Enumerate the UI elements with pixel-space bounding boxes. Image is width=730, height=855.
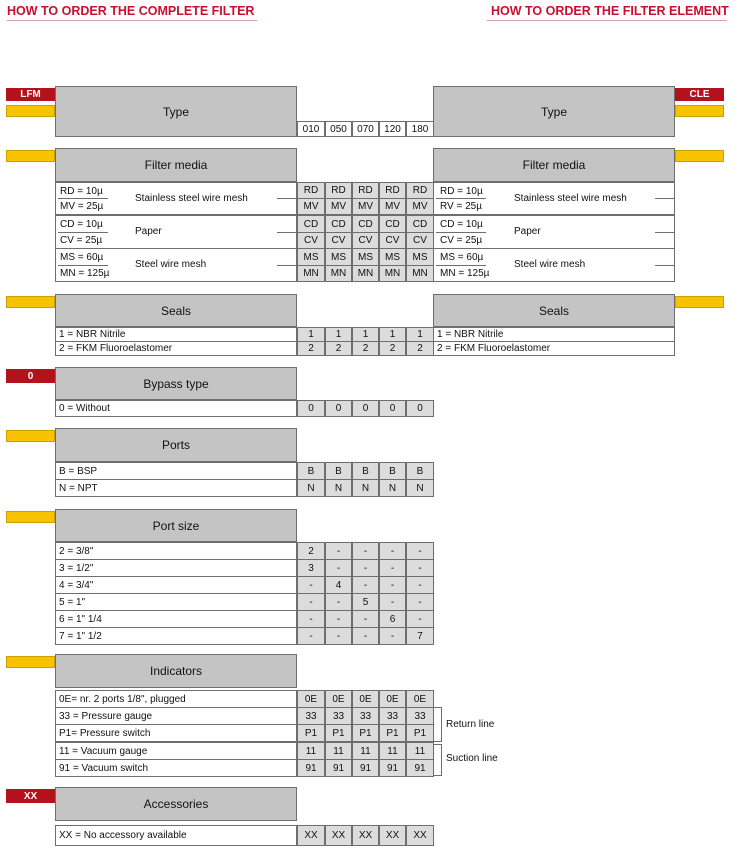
media-description-right: Paper [514, 226, 541, 237]
option-cell: MV [406, 198, 434, 215]
media-code-left: CD = 10µ [60, 219, 103, 230]
return-line-label: Return line [446, 718, 495, 730]
option-cell: 4 [325, 576, 352, 594]
option-cell: - [406, 610, 434, 628]
option-cell: B [406, 462, 434, 480]
type-header-left: Type [55, 86, 297, 137]
filter-media-header-left: Filter media [55, 148, 297, 182]
option-cell: N [406, 479, 434, 497]
media-code-right: RV = 25µ [440, 200, 482, 212]
port-size-option: 7 = 1" 1/2 [55, 627, 297, 645]
option-cell: - [379, 627, 406, 645]
option-cell: 33 [325, 707, 352, 725]
option-cell: 2 [352, 341, 379, 356]
indicator-option: 33 = Pressure gauge [55, 707, 297, 725]
option-cell: RD [379, 182, 406, 199]
type-header-right: Type [433, 86, 675, 137]
option-cell: 7 [406, 627, 434, 645]
seals-header-right: Seals [433, 294, 675, 327]
seal-option-right: 1 = NBR Nitrile [433, 327, 675, 342]
option-cell: 0 [379, 400, 406, 417]
option-cell: 11 [406, 742, 434, 760]
media-code-left: CV = 25µ [60, 234, 103, 246]
seal-option-right: 2 = FKM Fluoroelastomer [433, 341, 675, 356]
title-underline-left [7, 20, 257, 21]
option-cell: CV [297, 232, 325, 249]
media-description-left: Steel wire mesh [135, 259, 207, 270]
option-cell: XX [406, 825, 434, 846]
option-cell: 0E [352, 690, 379, 708]
bypass-option: 0 = Without [55, 400, 297, 417]
ports-header: Ports [55, 428, 297, 462]
option-cell: 91 [352, 759, 379, 777]
option-cell: MN [297, 265, 325, 282]
option-cell: 5 [352, 593, 379, 611]
media-code-right: RD = 10µ [440, 185, 483, 197]
seal-option-left: 2 = FKM Fluoroelastomer [55, 341, 297, 356]
option-cell: 2 [325, 341, 352, 356]
option-cell: XX [325, 825, 352, 846]
option-cell: MS [325, 248, 352, 266]
option-cell: - [325, 559, 352, 577]
option-cell: XX [352, 825, 379, 846]
option-cell: P1 [406, 724, 434, 742]
port-size-option: 6 = 1" 1/4 [55, 610, 297, 628]
divider [58, 265, 108, 266]
option-cell: MN [406, 265, 434, 282]
option-cell: 0E [379, 690, 406, 708]
option-cell: - [352, 576, 379, 594]
option-cell: 11 [352, 742, 379, 760]
option-cell: CD [406, 215, 434, 233]
port-size-option: 3 = 1/2" [55, 559, 297, 577]
option-cell: - [352, 627, 379, 645]
return-line-bracket [434, 741, 442, 742]
option-cell: 91 [325, 759, 352, 777]
option-cell: 0 [352, 400, 379, 417]
filter-media-marker-right [675, 150, 724, 162]
option-cell: 3 [297, 559, 325, 577]
suction-line-bracket [434, 775, 442, 776]
bypass-code-tag: 0 [6, 369, 55, 383]
option-cell: - [406, 559, 434, 577]
option-cell: B [325, 462, 352, 480]
option-cell: RD [325, 182, 352, 199]
option-cell: N [325, 479, 352, 497]
option-cell: MS [352, 248, 379, 266]
option-cell: - [325, 593, 352, 611]
media-description-left: Stainless steel wire mesh [135, 192, 248, 204]
divider [58, 198, 108, 199]
port-size-option: 4 = 3/4" [55, 576, 297, 594]
media-code-left: MV = 25µ [60, 200, 104, 212]
page-title-left: HOW TO ORDER THE COMPLETE FILTER [7, 4, 255, 18]
option-cell: - [406, 593, 434, 611]
seals-marker-right [675, 296, 724, 308]
ports-marker [6, 430, 55, 442]
option-cell: MS [379, 248, 406, 266]
option-cell: 6 [379, 610, 406, 628]
option-cell: 0E [406, 690, 434, 708]
option-cell: MS [297, 248, 325, 266]
option-cell: CD [379, 215, 406, 233]
option-cell: RD [352, 182, 379, 199]
option-cell: 0E [325, 690, 352, 708]
option-cell: MV [379, 198, 406, 215]
seals-header-left: Seals [55, 294, 297, 327]
option-cell: 1 [297, 327, 325, 342]
return-line-bracket [441, 707, 442, 741]
port-size-option: 5 = 1" [55, 593, 297, 611]
option-cell: CV [352, 232, 379, 249]
filter-media-marker-left [6, 150, 55, 162]
option-cell: MV [352, 198, 379, 215]
option-cell: 33 [379, 707, 406, 725]
filter-media-header-right: Filter media [433, 148, 675, 182]
port-size-header: Port size [55, 509, 297, 542]
option-cell: 11 [379, 742, 406, 760]
indicators-header: Indicators [55, 654, 297, 688]
option-cell: MN [379, 265, 406, 282]
type-marker-right [675, 105, 724, 117]
option-cell: B [379, 462, 406, 480]
option-cell: - [352, 610, 379, 628]
port-option: B = BSP [55, 462, 297, 480]
option-cell: N [297, 479, 325, 497]
option-cell: - [379, 559, 406, 577]
divider [58, 232, 108, 233]
indicator-option: P1= Pressure switch [55, 724, 297, 742]
option-cell: 2 [297, 341, 325, 356]
option-cell: 1 [406, 327, 434, 342]
option-cell: 1 [379, 327, 406, 342]
bypass-header: Bypass type [55, 367, 297, 400]
option-cell: - [297, 593, 325, 611]
indicator-option: 11 = Vacuum gauge [55, 742, 297, 760]
option-cell: - [297, 610, 325, 628]
option-cell: 2 [406, 341, 434, 356]
option-cell: 2 [379, 341, 406, 356]
option-cell: - [379, 593, 406, 611]
option-cell: - [297, 627, 325, 645]
seals-marker-left [6, 296, 55, 308]
option-cell: N [352, 479, 379, 497]
option-cell: - [352, 559, 379, 577]
size-cell: 180 [406, 121, 434, 137]
indicator-option: 91 = Vacuum switch [55, 759, 297, 777]
port-size-marker [6, 511, 55, 523]
option-cell: 1 [352, 327, 379, 342]
option-cell: - [297, 576, 325, 594]
size-cell: 070 [352, 121, 379, 137]
port-option: N = NPT [55, 479, 297, 497]
option-cell: - [325, 610, 352, 628]
option-cell: XX [297, 825, 325, 846]
port-size-option: 2 = 3/8" [55, 542, 297, 560]
option-cell: - [406, 542, 434, 560]
option-cell: - [325, 542, 352, 560]
option-cell: CV [325, 232, 352, 249]
option-cell: 2 [297, 542, 325, 560]
option-cell: B [352, 462, 379, 480]
media-code-left: MN = 125µ [60, 267, 110, 279]
option-cell: - [379, 542, 406, 560]
media-code-left: RD = 10µ [60, 185, 103, 197]
option-cell: 33 [352, 707, 379, 725]
divider [436, 232, 486, 233]
option-cell: P1 [352, 724, 379, 742]
option-cell: MV [325, 198, 352, 215]
option-cell: CD [297, 215, 325, 233]
page-title-right: HOW TO ORDER THE FILTER ELEMENT [491, 4, 729, 18]
option-cell: 91 [406, 759, 434, 777]
option-cell: P1 [379, 724, 406, 742]
option-cell: 0 [325, 400, 352, 417]
option-cell: MV [297, 198, 325, 215]
accessories-header: Accessories [55, 787, 297, 821]
option-cell: - [406, 576, 434, 594]
divider [436, 198, 486, 199]
size-cell: 120 [379, 121, 406, 137]
element-code-tag: CLE [675, 88, 724, 101]
option-cell: 11 [325, 742, 352, 760]
option-cell: 0 [406, 400, 434, 417]
filter-code-tag: LFM [6, 88, 55, 101]
option-cell: 0 [297, 400, 325, 417]
option-cell: 1 [325, 327, 352, 342]
option-cell: 11 [297, 742, 325, 760]
size-cell: 010 [297, 121, 325, 137]
title-underline-right [487, 20, 727, 21]
size-cell: 050 [325, 121, 352, 137]
option-cell: CD [325, 215, 352, 233]
option-cell: CV [406, 232, 434, 249]
option-cell: - [352, 542, 379, 560]
option-cell: 0E [297, 690, 325, 708]
option-cell: 33 [406, 707, 434, 725]
option-cell: P1 [325, 724, 352, 742]
media-description-right: Stainless steel wire mesh [514, 192, 627, 204]
media-description-right: Steel wire mesh [514, 259, 586, 270]
media-code-right: CD = 10µ [440, 219, 483, 230]
option-cell: XX [379, 825, 406, 846]
option-cell: RD [406, 182, 434, 199]
option-cell: - [325, 627, 352, 645]
option-cell: B [297, 462, 325, 480]
media-description-left: Paper [135, 226, 162, 237]
option-cell: 91 [297, 759, 325, 777]
option-cell: 91 [379, 759, 406, 777]
media-code-right: MS = 60µ [440, 252, 484, 263]
accessory-option: XX = No accessory available [55, 825, 297, 846]
media-code-right: MN = 125µ [440, 267, 490, 279]
media-code-right: CV = 25µ [440, 234, 483, 246]
option-cell: MN [325, 265, 352, 282]
option-cell: P1 [297, 724, 325, 742]
media-code-left: MS = 60µ [60, 252, 104, 263]
option-cell: MN [352, 265, 379, 282]
option-cell: N [379, 479, 406, 497]
option-cell: CD [352, 215, 379, 233]
divider [436, 265, 486, 266]
option-cell: 33 [297, 707, 325, 725]
seal-option-left: 1 = NBR Nitrile [55, 327, 297, 342]
option-cell: MS [406, 248, 434, 266]
suction-line-bracket [441, 744, 442, 775]
indicators-marker [6, 656, 55, 668]
type-marker-left [6, 105, 55, 117]
option-cell: - [379, 576, 406, 594]
indicator-option: 0E= nr. 2 ports 1/8", plugged [55, 690, 297, 708]
accessory-code-tag: XX [6, 789, 55, 803]
option-cell: RD [297, 182, 325, 199]
suction-line-label: Suction line [446, 752, 498, 764]
option-cell: CV [379, 232, 406, 249]
